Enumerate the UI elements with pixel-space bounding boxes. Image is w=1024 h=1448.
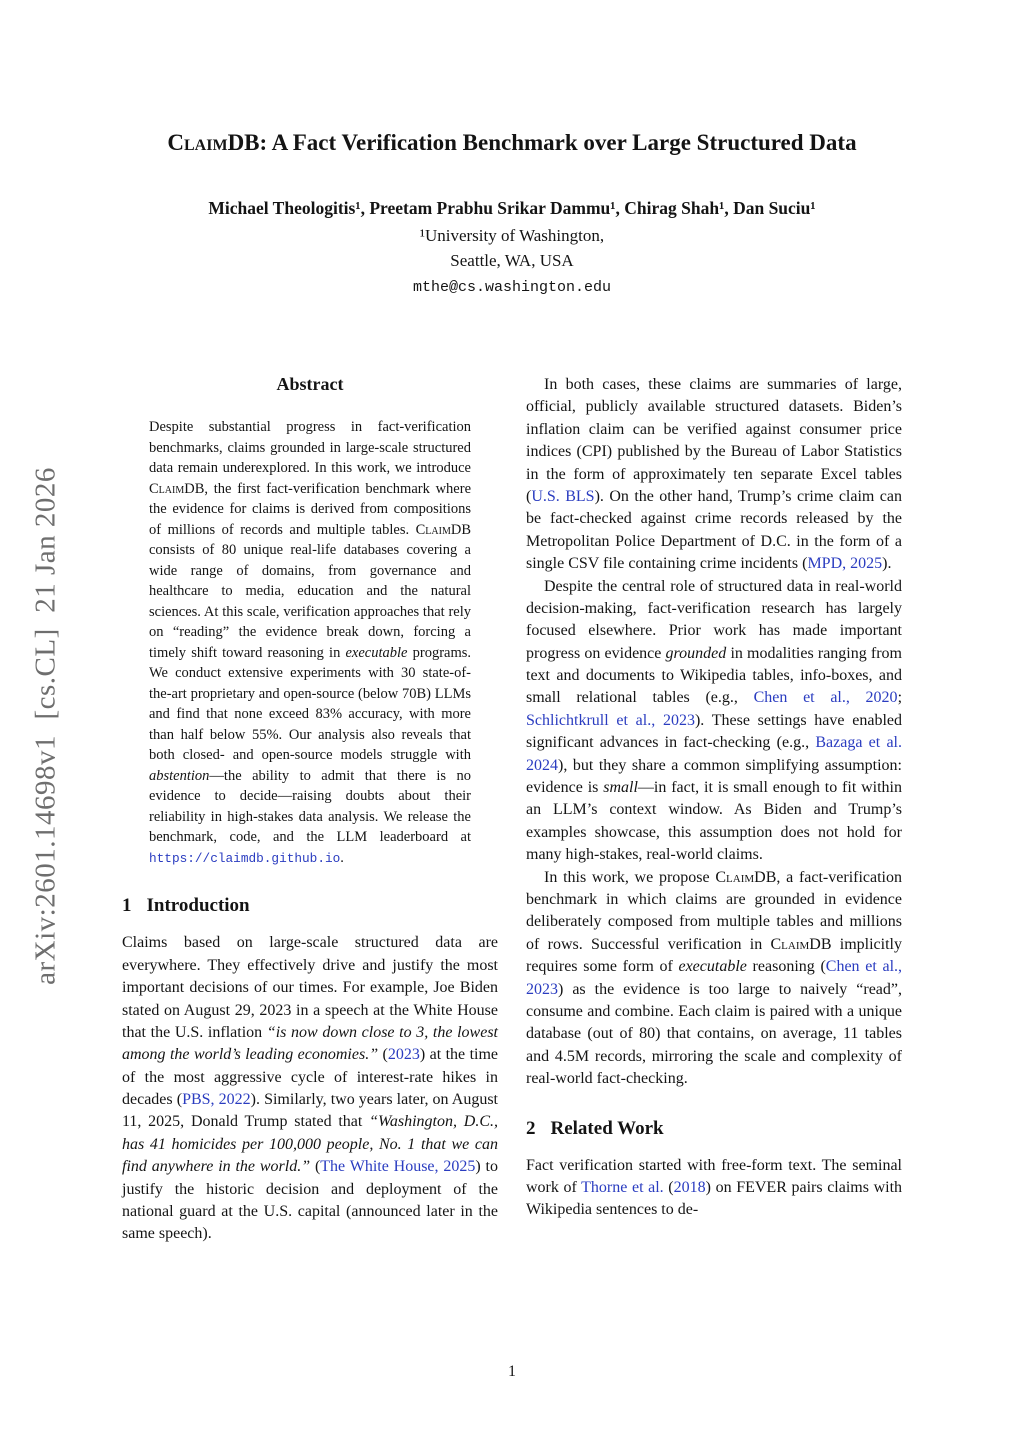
two-column-body: [122, 374, 902, 1246]
paragraph: [526, 576, 902, 867]
text-run: Claim: [770, 935, 810, 953]
text-run: DB implicitly requires some form of: [526, 935, 902, 976]
paragraph: [526, 374, 902, 576]
text-run: “Washington, D.C., has 41 homicides per 100,000 people, No. 1 that we can find anywhere in the world.”: [122, 1113, 498, 1176]
paper-header: [0, 0, 1024, 296]
text-run: ) as the evidence is too large to naively “read”, consume and combine. Each claim is paired with a unique database (out of 80) that contains, on average, 11 tables and 4.5M records, mirroring the scale and complexity of real-world fact-checking.: [526, 980, 902, 1088]
text-run: executable: [345, 644, 408, 661]
citation-link[interactable]: 2018: [673, 1178, 706, 1196]
abstract-heading: Abstract: [276, 374, 344, 394]
affiliation-city-line: Seattle, WA, USA: [450, 251, 574, 270]
text-run: DB consists of 80 unique real-life databases covering a wide range of domains, from governance and healthcare to media, education and the natural sciences. At this scale, verification approaches that rely on “reading” the evidence break down, forcing a timely shift toward reasoning in: [149, 521, 471, 661]
text-run: ). On the other hand, Trump’s crime claim can be fact-checked against crime records released by the Metropolitan Police Department of D.C. in the form of a single CSV file containing crime incidents (: [526, 487, 902, 573]
text-run: (: [378, 1046, 388, 1064]
text-run: abstention: [149, 767, 210, 784]
text-run: Despite substantial progress in fact-verification benchmarks, claims grounded in large-scale structured data remain underexplored. In this work, we introduce: [149, 419, 471, 477]
text-run: ). Similarly, two years later, on August 11, 2025, Donald Trump stated that: [122, 1091, 499, 1131]
text-run: ). These settings have enabled significant advances in fact-checking (e.g.,: [526, 711, 903, 752]
citation-link[interactable]: U.S. BLS: [531, 487, 595, 505]
url-link[interactable]: https://claimdb.github.io: [149, 850, 341, 866]
section-number: 1: [122, 895, 132, 917]
citation-link[interactable]: Chen et al., 2020: [753, 689, 898, 707]
text-run: (: [663, 1178, 674, 1196]
text-run: ) at the time of the most aggressive cycle of interest-rate hikes in decades (: [122, 1046, 499, 1109]
section-heading: [526, 1118, 902, 1140]
text-run: DB: A Fact Verification Benchmark over Large Structured Data: [227, 130, 857, 155]
text-run: Claim: [149, 480, 185, 497]
text-run: Fact verification started with free-form text. The seminal work of: [526, 1156, 902, 1196]
text-run: Claim: [715, 868, 755, 886]
citation-link[interactable]: Thorne et al.: [581, 1178, 664, 1196]
text-run: executable: [678, 958, 747, 976]
text-run: DB, the first fact-verification benchmark where the evidence for claims is derived from compositions of millions of records and multiple tables.: [149, 480, 471, 538]
text-run: reasoning (: [746, 958, 826, 976]
text-run: grounded: [665, 644, 727, 662]
left-column: [122, 374, 498, 1246]
text-run: in modalities ranging from text and documents to Wikipedia tables, info-boxes, and small relational tables (e.g.,: [526, 644, 903, 707]
text-run: Claims based on large-scale structured data are everywhere. They effectively drive and justify the most important decisions of our times. For example, Joe Biden stated on August 29, 2023 in a speech at the White House that the U.S. inflation: [122, 934, 498, 1041]
text-run: —the ability to admit that there is no evidence to decide—raising doubts about their reliability in high-stakes data analysis. We release the benchmark, code, and the LLM leaderboard at: [149, 767, 471, 846]
text-run: In this work, we propose: [544, 868, 716, 886]
text-run: “is now down close to 3, the lowest among the world’s leading economies.”: [122, 1023, 499, 1064]
affiliation-line: ¹University of Washington,: [419, 226, 605, 245]
paper-title: [0, 130, 1024, 156]
authors-line: Michael Theologitis¹, Preetam Prabhu Srikar Dammu¹, Chirag Shah¹, Dan Suciu¹: [208, 198, 816, 218]
page-number: 1: [508, 1363, 516, 1380]
citation-link[interactable]: Bazaga et al. 2024: [526, 734, 903, 774]
citation-link[interactable]: PBS, 2022: [182, 1091, 251, 1109]
citation-link[interactable]: MPD, 2025: [807, 555, 883, 573]
right-column: [526, 374, 902, 1222]
section-title: Related Work: [550, 1117, 664, 1139]
text-run: ) to justify the historic decision and deployment of the national guard at the U.S. capital (announced later in the same speech).: [122, 1158, 498, 1243]
citation-link[interactable]: The White House, 2025: [320, 1158, 476, 1176]
text-run: In both cases, these claims are summaries of large, official, publicly available structured datasets. Biden’s inflation claim can be verified against consumer price indices (CPI) published by the Bureau of Labor Statistics in the form of approximately ten separate Excel tables (: [526, 376, 902, 505]
text-run: small: [603, 779, 638, 797]
paragraph: [526, 1155, 902, 1222]
citation-link[interactable]: 2023: [387, 1046, 420, 1064]
text-run: —in fact, it is small enough to fit within an LLM’s context window. As Biden and Trump’s examples showcase, this assumption does not hold for many high-stakes, real-world claims.: [526, 779, 902, 864]
text-run: DB, a fact-verification benchmark in which claims are grounded in evidence deliberately composed from multiple tables and millions of rows. Successful verification in: [526, 868, 903, 953]
text-run: Despite the central role of structured data in real-world decision-making, fact-verification research has largely focused elsewhere. Prior work has made important progress on evidence: [526, 577, 902, 662]
author-email: mthe@cs.washington.edu: [412, 279, 612, 296]
text-run: ;: [897, 689, 903, 707]
text-run: ), but they share a common simplifying assumption: evidence is: [526, 756, 902, 797]
text-run: programs. We conduct extensive experiments with 30 state-of-the-art proprietary and open-source (below 70B) LLMs and find that none exceed 83% accuracy, with more than half below 55%. Our analysis also reveals that both closed- and open-source models struggle with: [149, 644, 472, 764]
text-run: (: [310, 1158, 321, 1176]
paragraph: [149, 417, 471, 868]
text-run: Claim: [415, 521, 451, 538]
section-heading: [122, 895, 498, 917]
text-run: ).: [882, 555, 892, 573]
text-run: ) on FEVER pairs claims with Wikipedia sentences to de-: [526, 1178, 903, 1219]
section-title: Introduction: [146, 895, 250, 917]
citation-link[interactable]: Schlichtkrull et al., 2023: [526, 711, 695, 729]
citation-link[interactable]: Chen et al., 2023: [526, 958, 903, 998]
paragraph: [122, 932, 498, 1245]
section-number: 2: [526, 1117, 536, 1139]
text-run: .: [340, 849, 344, 866]
arxiv-watermark: arXiv:2601.14698v1 [cs.CL] 21 Jan 2026: [29, 467, 62, 985]
paragraph: [526, 867, 902, 1091]
text-run: Claim: [167, 130, 228, 155]
